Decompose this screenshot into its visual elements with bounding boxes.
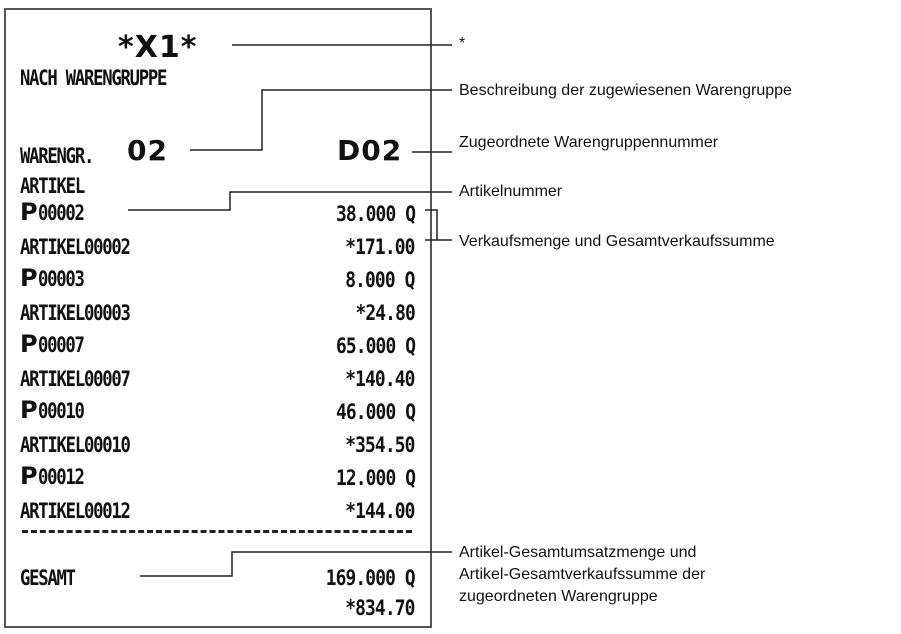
line-group-description	[190, 90, 452, 150]
annotation-asterisk: *	[459, 35, 466, 52]
annotation-total-line2: Artikel-Gesamtverkaufssumme der	[459, 566, 706, 583]
item-qty: 46.000 Q	[335, 400, 415, 424]
bracket-qty-total	[425, 210, 437, 240]
group-number: 02	[127, 134, 168, 167]
item-name: ARTIKEL00010	[20, 433, 130, 457]
section-label: ARTIKEL	[20, 174, 84, 198]
annotation-item-number: Artikelnummer	[459, 183, 563, 200]
item-prefix: P	[20, 198, 38, 226]
item-prefix: P	[20, 462, 38, 490]
item-code: 00007	[37, 333, 84, 357]
item-prefix: P	[20, 264, 38, 292]
receipt-title: NACH WARENGRUPPE	[20, 66, 167, 90]
item-amount: *144.00	[345, 499, 415, 523]
receipt-header-mark: *X1*	[118, 30, 198, 65]
item-prefix: P	[20, 330, 38, 358]
line-item-number	[128, 192, 452, 210]
item-qty: 12.000 Q	[335, 466, 415, 490]
item-name: ARTIKEL00012	[20, 499, 130, 523]
total-qty: 169.000 Q	[325, 566, 415, 590]
item-amount: *140.40	[345, 367, 415, 391]
group-code: D02	[337, 134, 403, 167]
annotation-group-description: Beschreibung der zugewiesenen Warengruppe	[459, 82, 792, 99]
item-amount: *171.00	[345, 235, 415, 259]
annotation-sales-qty-total: Verkaufsmenge und Gesamtverkaufssumme	[459, 233, 775, 250]
group-label: WARENGR.	[20, 144, 94, 168]
line-total	[140, 552, 452, 576]
total-amount: *834.70	[345, 596, 415, 620]
item-code: 00002	[37, 201, 84, 225]
item-prefix: P	[20, 396, 38, 424]
item-amount: *24.80	[355, 301, 415, 325]
total-label: GESAMT	[20, 566, 75, 590]
item-code: 00010	[37, 399, 84, 423]
item-code: 00003	[37, 267, 84, 291]
item-name: ARTIKEL00007	[20, 367, 130, 391]
item-qty: 65.000 Q	[335, 334, 415, 358]
annotation-total-line1: Artikel-Gesamtumsatzmenge und	[459, 544, 697, 561]
item-name: ARTIKEL00002	[20, 235, 130, 259]
item-code: 00012	[37, 465, 84, 489]
item-qty: 8.000 Q	[345, 268, 415, 292]
annotation-group-number: Zugeordnete Warengruppennummer	[459, 134, 719, 151]
item-qty: 38.000 Q	[335, 202, 415, 226]
annotation-total-line3: zugeordneten Warengruppe	[459, 588, 658, 605]
item-amount: *354.50	[345, 433, 415, 457]
item-name: ARTIKEL00003	[20, 301, 130, 325]
